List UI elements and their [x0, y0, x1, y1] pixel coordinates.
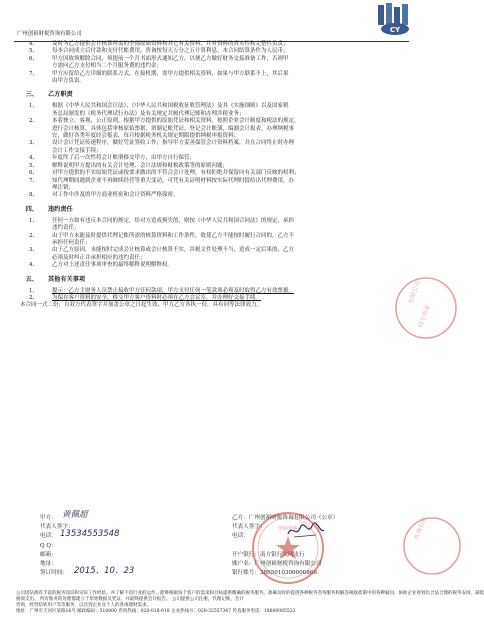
clause-text: 根据《中华人民共和国会计法》、《中华人民共和国税收征收管理法》及其《实施细则》以及国家税 — [52, 103, 289, 110]
footer-line-4: 地址：广州市天河区某路16号 邮政编码：510000 咨询热线：020-018-018 企业热线号：020-32557347 传真服务电话：18600085533 — [16, 609, 296, 615]
clause-number: 1、 — [29, 287, 38, 294]
clause-text: 及时为乙方提供会计核算所需的全部原始资料和其它有关资料，并对资料的真实性和完整性负责； — [52, 41, 289, 47]
clause-number: 6、 — [29, 55, 38, 62]
party-a-rep-label: 代表人签字： — [40, 524, 74, 531]
clause-text: 乙方对上述责任事项审查的最终解释说明解释权。 — [52, 262, 174, 269]
section-4-title: 违约责任 — [48, 205, 73, 213]
clause-line — [20, 225, 424, 232]
clause-text: 由于甲方未能及时提供代理记账所需的核算资料和工作条件，致使乙方不能按时履行合同的，乙方不 — [52, 232, 295, 239]
party-b-bank: 开户银行：南方银行大同支行 — [232, 551, 305, 558]
side-seal-stamp-lower — [392, 506, 438, 586]
section-3-list — [20, 103, 424, 199]
clause-text: 会计工作交接手续； — [52, 147, 102, 154]
clause-text: 承担任何责任； — [52, 239, 91, 246]
clause-text: 违约责任； — [52, 225, 80, 232]
clause-line — [20, 63, 424, 70]
clause-line — [20, 118, 424, 125]
clause-text: 对甲方提供的不实原始凭证或按要求做出的不符合会计处理，有权拒绝并保留向有关部门反映的权利； — [52, 170, 300, 177]
clause-number: 4、 — [29, 155, 38, 162]
footer-line-2: 税项支出。 所有账务的处理都建立于原始数据及凭证，并最终提供会计报告。 公司提供公司注册，代理记账，会计 — [16, 597, 244, 603]
clause-text: 提示：乙方主财务人员禁止接收甲方任何款项，甲方支付任何一笔款项必须及时取得乙方有效票据。 — [52, 287, 295, 294]
section-5-title: 其他有关事项 — [48, 275, 86, 283]
clause-number — [20, 133, 52, 140]
clause-line — [20, 126, 424, 133]
clause-line — [20, 178, 424, 185]
clause-line — [20, 192, 424, 199]
clause-line — [20, 288, 424, 295]
items-top-list — [20, 41, 424, 85]
clause-line — [20, 262, 424, 269]
svg-text:创裕财税: 创裕财税 — [277, 526, 299, 532]
svg-text:CY: CY — [389, 26, 401, 34]
clause-line — [20, 218, 424, 225]
footer-line-3: 咨询，经营结转用户等等服务，以达到企业及个人的各项理财需求。 — [16, 603, 151, 609]
clause-text: 每本合同成立后付款和支付代账费用。咨询按每天万分之五计算利息，本合同结算条件为人民币； — [52, 48, 289, 55]
clause-text: 年度终了后一次性将会计账册移交甲方，由甲方自行保管； — [52, 155, 196, 162]
section-4-list — [20, 218, 424, 270]
clause-number — [20, 111, 52, 118]
clause-number — [20, 225, 52, 232]
section-5-number: 五、 — [25, 275, 38, 283]
clause-text: 由甲方负责。 — [52, 78, 86, 85]
clause-number: 3、 — [29, 247, 38, 254]
page-header — [14, 21, 409, 42]
clause-number — [20, 240, 52, 247]
clause-number: 2、 — [29, 118, 38, 125]
party-a-date-label: 签订时间： — [40, 570, 68, 577]
svg-text:有限公司: 有限公司 — [407, 279, 423, 305]
clause-number — [20, 78, 52, 85]
party-a-handwritten-name: 黄佩超 — [62, 510, 88, 520]
clause-text: 进行会计核算。具体包括审核原始票据，填制记账凭证，登记会计账簿，编制会计报表，办理纳税事 — [52, 125, 295, 132]
company-seal-stamp — [250, 510, 326, 586]
party-a-block — [40, 510, 210, 578]
clause-number: 5、 — [29, 48, 38, 55]
clause-line — [20, 71, 424, 78]
closing-statement: 本合同一式二份，自双方代表签字并加盖公章之日起生效，甲方乙方各执一份，具有同等法律效力。 — [20, 302, 263, 309]
clause-text: 对工作中涉及的甲方商业机密和会计资料严格保密。 — [52, 192, 179, 199]
section-3-number: 三、 — [25, 91, 38, 99]
clause-number — [20, 185, 52, 192]
clause-line — [20, 155, 424, 162]
side-seal-stamp — [382, 268, 438, 378]
section-3-title: 乙方职责 — [48, 91, 73, 99]
clause-number — [20, 255, 52, 262]
section-5-heading — [20, 276, 424, 284]
clause-number: 4、 — [29, 262, 38, 269]
clause-line — [20, 233, 424, 240]
clause-text: 宜，做好各类年度经会报表，每月根据税务机关规定期限提供纳税申报资料； — [52, 133, 240, 140]
party-a-address-label: 地址： — [40, 561, 57, 568]
svg-text:同专用章: 同专用章 — [417, 303, 433, 329]
party-a-date: 2015、10、23 — [74, 566, 135, 577]
clause-number — [20, 126, 52, 133]
clause-line — [20, 140, 424, 147]
party-b-account-name: 账户名：广州创裕财税咨询有限公司 — [232, 560, 322, 567]
header-company-name: 广州创裕财税咨询有限公司 — [17, 31, 82, 37]
section-3-heading — [20, 91, 424, 99]
section-4-number: 四、 — [25, 205, 38, 213]
clause-text: 必须及时纠正并承担相应的违约责任； — [52, 254, 146, 261]
clause-line — [20, 78, 424, 85]
clause-number: 6、 — [29, 170, 38, 177]
clause-line — [20, 247, 424, 254]
clause-text: 由于乙方原因，未能按时完成会计核算或会计核算不实，涉税文件处理不当，造成一定后果的，乙方 — [52, 247, 295, 254]
clause-number: 5、 — [29, 162, 38, 169]
clause-line — [20, 163, 424, 170]
party-a-email-label: 邮箱： — [40, 551, 57, 558]
clause-line — [20, 48, 424, 55]
clause-line — [20, 170, 424, 177]
clause-text: 甲方因故须解除合同，须提前一个月书面形式通知乙方，以便乙方做好财务交接准备工作，否则甲 — [52, 55, 289, 62]
clause-text: 设计会计凭证传递程序，做好凭证签收工作；指导甲方妥善保管会计资料档案，并在合同终止时办理 — [52, 140, 295, 147]
clause-number: 4、 — [29, 41, 38, 47]
clause-number: 2、 — [29, 232, 38, 239]
clause-text: 解释说明甲方提出的有关会计处理、会计法规和财税政策等的原则问题； — [52, 162, 229, 169]
clause-number: 7、 — [29, 177, 38, 184]
party-a-qq-label: Q Q： — [40, 542, 57, 549]
clause-text: 本着独立、客观、公正原则，根据甲方提供的原始凭证和相关资料，按照企业会计制度和税法的规定， — [52, 118, 300, 125]
footer-line-1: 公司团队拥有丰富的税务知识和实际工作经验，并了解不同行业的运作，能够根据每个客户的需求和目标提供精确的税务服务。准确及时的提供各种税务咨询服务和解答税收政策中的各种疑问，协助企业规划出合法合理的税务安排，减低 — [16, 591, 484, 596]
section-5-list — [20, 288, 424, 303]
clause-number: 8、 — [29, 192, 38, 199]
clause-number — [20, 148, 52, 155]
clause-number — [20, 63, 52, 70]
clause-text: 知代理期间遇到企业不再继续经营等重大变动，可凭有关证明材料按实际代理时段给出代理费用，办 — [52, 177, 295, 184]
party-a-phone: 13534553548 — [60, 529, 120, 540]
clause-text: 理注销； — [52, 184, 75, 191]
section-4-heading — [20, 206, 424, 214]
party-b-phone-label: 电话： — [232, 533, 249, 540]
company-logo — [372, 3, 418, 37]
svg-text:咨询有限: 咨询有限 — [413, 515, 429, 541]
clause-line — [20, 103, 424, 110]
clause-text: 任何一方如有违反本合同的规定，给对方造成损失的，则按《中华人民共和国合同法》的规定，承担 — [52, 217, 295, 224]
clause-number: 2、 — [29, 294, 38, 301]
clause-number: 3、 — [29, 140, 38, 147]
party-a-phone-label: 电话： — [40, 533, 57, 540]
clause-number: 1、 — [29, 103, 38, 110]
party-b-account-number: 银行账号：3865010300000866 — [232, 570, 317, 577]
party-a-label: 甲方： — [40, 515, 57, 521]
contract-body — [20, 41, 424, 310]
clause-text: 务总局颁发的《税务代理试行办法》及有关规定并履代理记账和办理涉税业务； — [52, 110, 245, 117]
clause-number: 7、 — [29, 70, 38, 77]
party-b-label: 乙方：广州创裕财税咨询有限公司（公章） — [232, 515, 339, 521]
page-footer — [16, 591, 484, 615]
clause-number: 1、 — [29, 217, 38, 224]
clause-text: 方需向乙方支付相当二个月服务费的违约金； — [52, 63, 163, 70]
clause-text: 甲方应留给乙方详细的联系方式，在接机期，需甲方提供相关资料，如果与甲方联系不上，其后果 — [52, 70, 289, 77]
party-b-rep-label: 代表人签字： — [232, 524, 266, 531]
clause-text: 为保存客户资料的安全，移交甲方客户资料时必须在乙方会议室，并办理好交接手续。 — [52, 294, 262, 301]
